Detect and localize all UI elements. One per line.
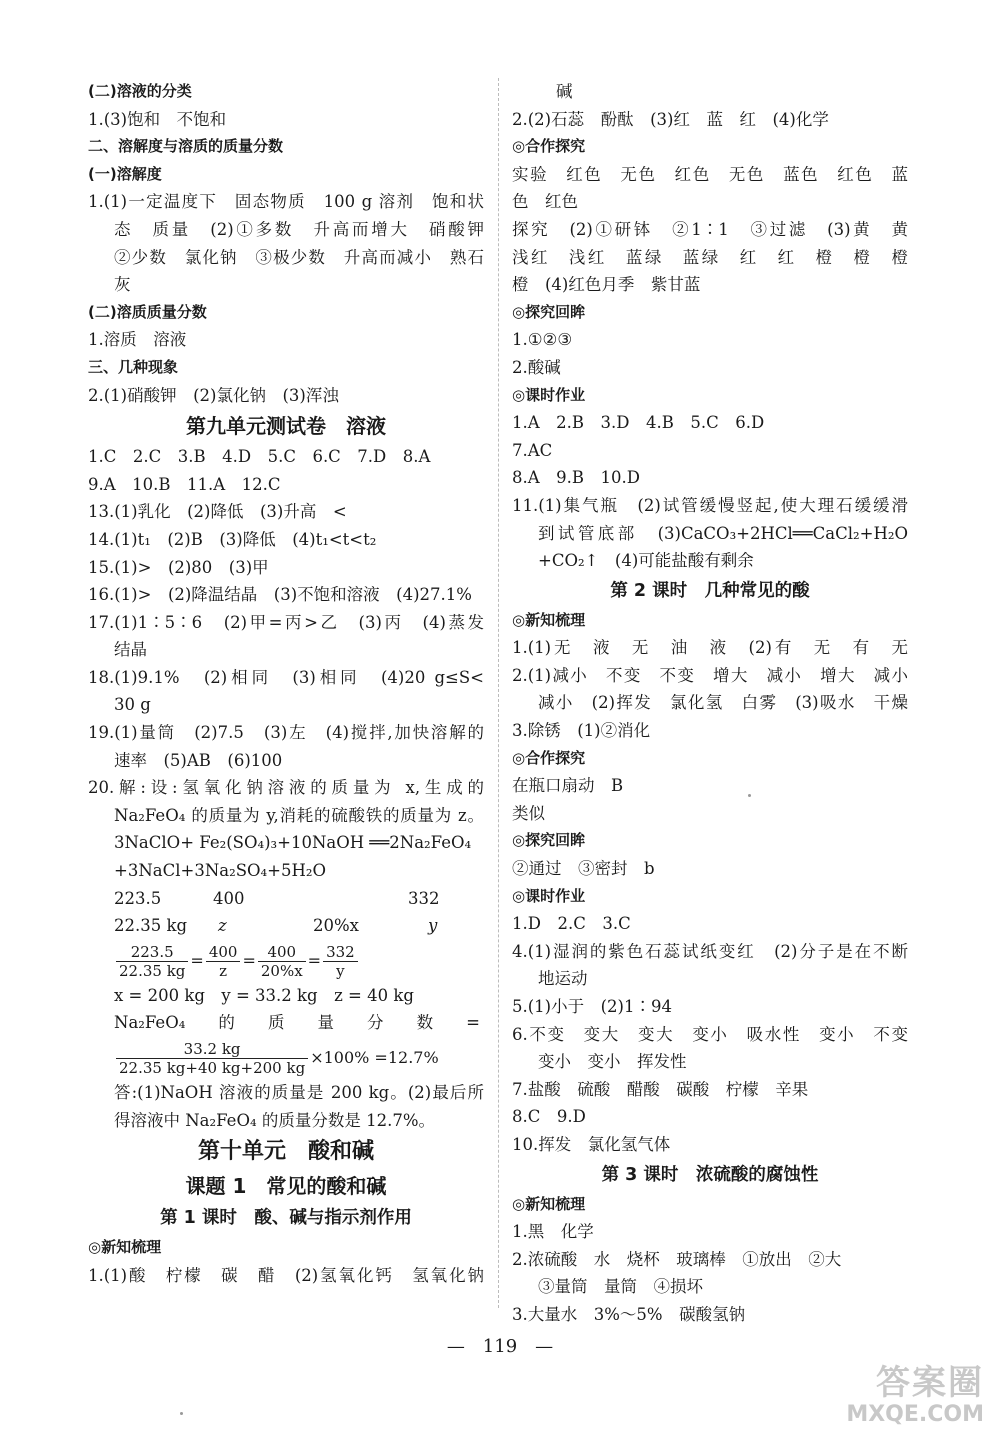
equation-line: +3NaCl+3Na₂SO₄+5H₂O <box>114 861 327 881</box>
answer-line: 2.(2)石蕊 酚酞 (3)红 蓝 红 (4)化学 <box>512 109 829 129</box>
answer-line: 2.(1)硝酸钾 (2)氯化钠 (3)浑浊 <box>88 385 339 405</box>
answer-line: 17.(1)1∶5∶6 (2)甲=丙>乙 (3)丙 (4)蒸发 <box>88 612 484 632</box>
answer-line: 7.AC <box>512 440 553 460</box>
answer-line: 4.(1)湿润的紫色石蕊试纸变红 (2)分子是在不断 <box>512 941 908 961</box>
answer-line: 16.(1)> (2)降温结晶 (3)不饱和溶液 (4)27.1% <box>88 585 472 605</box>
ratio-value: z <box>218 916 227 936</box>
mass-fraction-equation: $\frac{33.2 kg}{22.35 kg+40 kg+200 kg}$ ×100% =12.7% <box>88 1037 484 1079</box>
watermark-logo: 答案圈 MXQE.COM <box>846 1363 984 1427</box>
answer-line: 9.A 10.B 11.A 12.C <box>88 474 281 494</box>
equation-line: 到试管底部 (3)CaCO₃+2HCl══CaCl₂+H₂O <box>538 523 908 543</box>
topic-title: 课题 1 常见的酸和碱 <box>185 1174 387 1199</box>
section-heading: ◎课时作业 <box>512 886 586 905</box>
fraction: $\frac{33.2 kg}{22.35 kg+40 kg+200 kg}$ <box>116 1040 308 1077</box>
answer-line: 类似 <box>512 803 545 823</box>
answer-line: 2.(1)减小 不变 不变 增大 减小 增大 减小 <box>512 665 908 685</box>
section-heading: (一)溶解度 <box>88 164 162 183</box>
section-heading: ◎新知梳理 <box>88 1238 162 1257</box>
answer-line: 1.(1)酸 柠檬 碳 醋 (2)氢氧化钙 氢氧化钠 <box>88 1265 484 1285</box>
section-heading: 二、溶解度与溶质的质量分数 <box>88 137 284 156</box>
lesson-title: 第 2 课时 几种常见的酸 <box>610 580 810 601</box>
answer-line: 在瓶口扇动 B <box>512 776 624 796</box>
answer-line: 1.(3)饱和 不饱和 <box>88 109 227 129</box>
answer-line: 浅红 浅红 蓝绿 蓝绿 红 红 橙 橙 橙 <box>512 247 908 267</box>
answer-line: 7.盐酸 硫酸 醋酸 碳酸 柠檬 辛果 <box>512 1079 809 1099</box>
mass-ratio-row <box>88 885 484 913</box>
answer-line: 10.挥发 氯化氢气体 <box>512 1134 671 1154</box>
unit-title: 第十单元 酸和碱 <box>197 1139 374 1165</box>
answer-line: 5.(1)小于 (2)1∶94 <box>512 997 672 1016</box>
answer-line: 色 红色 <box>512 192 578 212</box>
answer-line: 实验 红色 无色 红色 无色 蓝色 红色 蓝 <box>512 164 908 184</box>
answer-line: 1.①②③ <box>512 330 573 350</box>
answer-line: 30 g <box>114 695 151 715</box>
answer-line: 得溶液中 Na₂FeO₄ 的质量分数是 12.7%。 <box>114 1110 435 1130</box>
section-heading: ◎探究回眸 <box>512 302 586 321</box>
fraction: $\frac{400}{z}$ <box>206 943 241 980</box>
mass-fraction-label: Na₂FeO₄ 的 质 量 分 数 = <box>114 1013 480 1033</box>
section-heading: ◎新知梳理 <box>512 1194 586 1213</box>
ratio-value: 400 <box>213 888 245 908</box>
answer-line: 1.C 2.C 3.B 4.D 5.C 6.C 7.D 8.A <box>88 447 431 467</box>
answer-line: 碱 <box>556 82 573 101</box>
answer-line: 1.(1)无 液 无 油 液 (2)有 无 有 无 <box>512 638 908 658</box>
answer-line: 1.溶质 溶液 <box>88 330 187 350</box>
page-number: — 119 — <box>446 1336 554 1357</box>
answer-line: 14.(1)t₁ (2)B (3)降低 (4)t₁<t<t₂ <box>88 529 377 549</box>
section-heading: ◎合作探究 <box>512 748 586 767</box>
answer-line: 变小 变小 挥发性 <box>538 1052 687 1072</box>
answer-line: 1.(1)一定温度下 固态物质 100 g 溶剂 饱和状 <box>88 192 484 212</box>
answer-line: 3.大量水 3%～5% 碳酸氢钠 <box>512 1304 746 1324</box>
answer-line: 8.C 9.D <box>512 1107 586 1127</box>
answer-line: 探究 (2)①研钵 ②1∶1 ③过滤 (3)黄 黄 <box>512 219 908 239</box>
answer-line: Na₂FeO₄ 的质量为 y,消耗的硫酸铁的质量为 z。 <box>114 805 484 825</box>
section-heading: 三、几种现象 <box>88 357 179 376</box>
answer-line: 速率 (5)AB (6)100 <box>114 750 283 770</box>
equation-line: 3NaClO+ Fe₂(SO₄)₃+10NaOH ══2Na₂FeO₄ <box>114 833 472 853</box>
answer-line: 态 质量 (2)①多数 升高而增大 硝酸钾 <box>114 219 484 239</box>
answer-line: 3.除锈 (1)②消化 <box>512 721 651 741</box>
answer-line: 2.浓硫酸 水 烧杯 玻璃棒 ①放出 ②大 <box>512 1249 842 1269</box>
mass-known-row <box>88 912 484 940</box>
ratio-value: 22.35 kg <box>114 916 188 936</box>
answer-line: 灰 <box>114 275 131 295</box>
ratio-value: 332 <box>408 888 440 908</box>
equation-line: +CO₂↑ (4)可能盐酸有剩余 <box>538 551 754 571</box>
answer-line: 答:(1)NaOH 溶液的质量是 200 kg。(2)最后所 <box>114 1083 484 1102</box>
section-heading: ◎新知梳理 <box>512 610 586 629</box>
speck <box>748 794 751 797</box>
answer-line: 橙 (4)红色月季 紫甘蓝 <box>512 275 701 295</box>
answer-line: 20.解:设:氢氧化钠溶液的质量为 x,生成的 <box>88 778 484 798</box>
answer-line: 结晶 <box>114 640 147 660</box>
answer-line: ③量筒 量筒 ④损坏 <box>538 1277 703 1297</box>
fraction: $\frac{223.5}{22.35 kg}$ <box>116 943 188 980</box>
fraction: $\frac{332}{y}$ <box>323 943 358 980</box>
test-title: 第九单元测试卷 溶液 <box>186 414 386 439</box>
fraction: $\frac{400}{20\%x}$ <box>258 943 306 980</box>
ratio-value: 223.5 <box>114 888 162 908</box>
section-heading: ◎课时作业 <box>512 385 586 404</box>
ratio-value: 20%x <box>313 916 359 936</box>
lesson-title: 第 3 课时 浓硫酸的腐蚀性 <box>601 1164 819 1185</box>
answer-line: 18.(1)9.1% (2)相同 (3)相同 (4)20 g≤S< <box>88 667 484 687</box>
answer-line: ②少数 氯化钠 ③极少数 升高而减小 熟石 <box>114 247 484 267</box>
answer-line: ②通过 ③密封 b <box>512 859 655 879</box>
section-heading: ◎探究回眸 <box>512 831 586 850</box>
section-heading: (二)溶质质量分数 <box>88 302 207 321</box>
answer-line: 地运动 <box>538 969 588 989</box>
right-column <box>512 78 908 1329</box>
section-heading: (二)溶液的分类 <box>88 82 192 100</box>
speck <box>180 1412 183 1415</box>
answer-line: 6.不变 变大 变大 变小 吸水性 变小 不变 <box>512 1024 908 1044</box>
answer-line: 15.(1)> (2)80 (3)甲 <box>88 557 269 577</box>
answer-line: 1.A 2.B 3.D 4.B 5.C 6.D <box>512 413 765 433</box>
result-line: x = 200 kg y = 33.2 kg z = 40 kg <box>114 985 414 1005</box>
column-divider <box>498 78 499 1308</box>
answer-line: 13.(1)乳化 (2)降低 (3)升高 < <box>88 502 347 522</box>
answer-line: 2.酸碱 <box>512 357 561 377</box>
answer-line: 1.D 2.C 3.C <box>512 914 631 934</box>
answer-line: 8.A 9.B 10.D <box>512 468 640 488</box>
answer-line: 1.黑 化学 <box>512 1222 594 1242</box>
ratio-value: y <box>428 916 438 936</box>
proportion-equation: $\frac{223.5}{22.35 kg}$ = $\frac{400}{z}$ = $\frac{400}{20\%x}$ = $\frac{332}{y}$ <box>88 940 484 982</box>
section-heading: ◎合作探究 <box>512 137 586 156</box>
answer-line: 减小 (2)挥发 氯化氢 白雾 (3)吸水 干燥 <box>538 693 908 713</box>
answer-line: 11.(1)集气瓶 (2)试管缓慢竖起,使大理石缓缓滑 <box>512 495 908 515</box>
answer-line: 19.(1)量筒 (2)7.5 (3)左 (4)搅拌,加快溶解的 <box>88 723 484 743</box>
lesson-title: 第 1 课时 酸、碱与指示剂作用 <box>160 1208 412 1229</box>
left-column <box>88 78 484 1289</box>
